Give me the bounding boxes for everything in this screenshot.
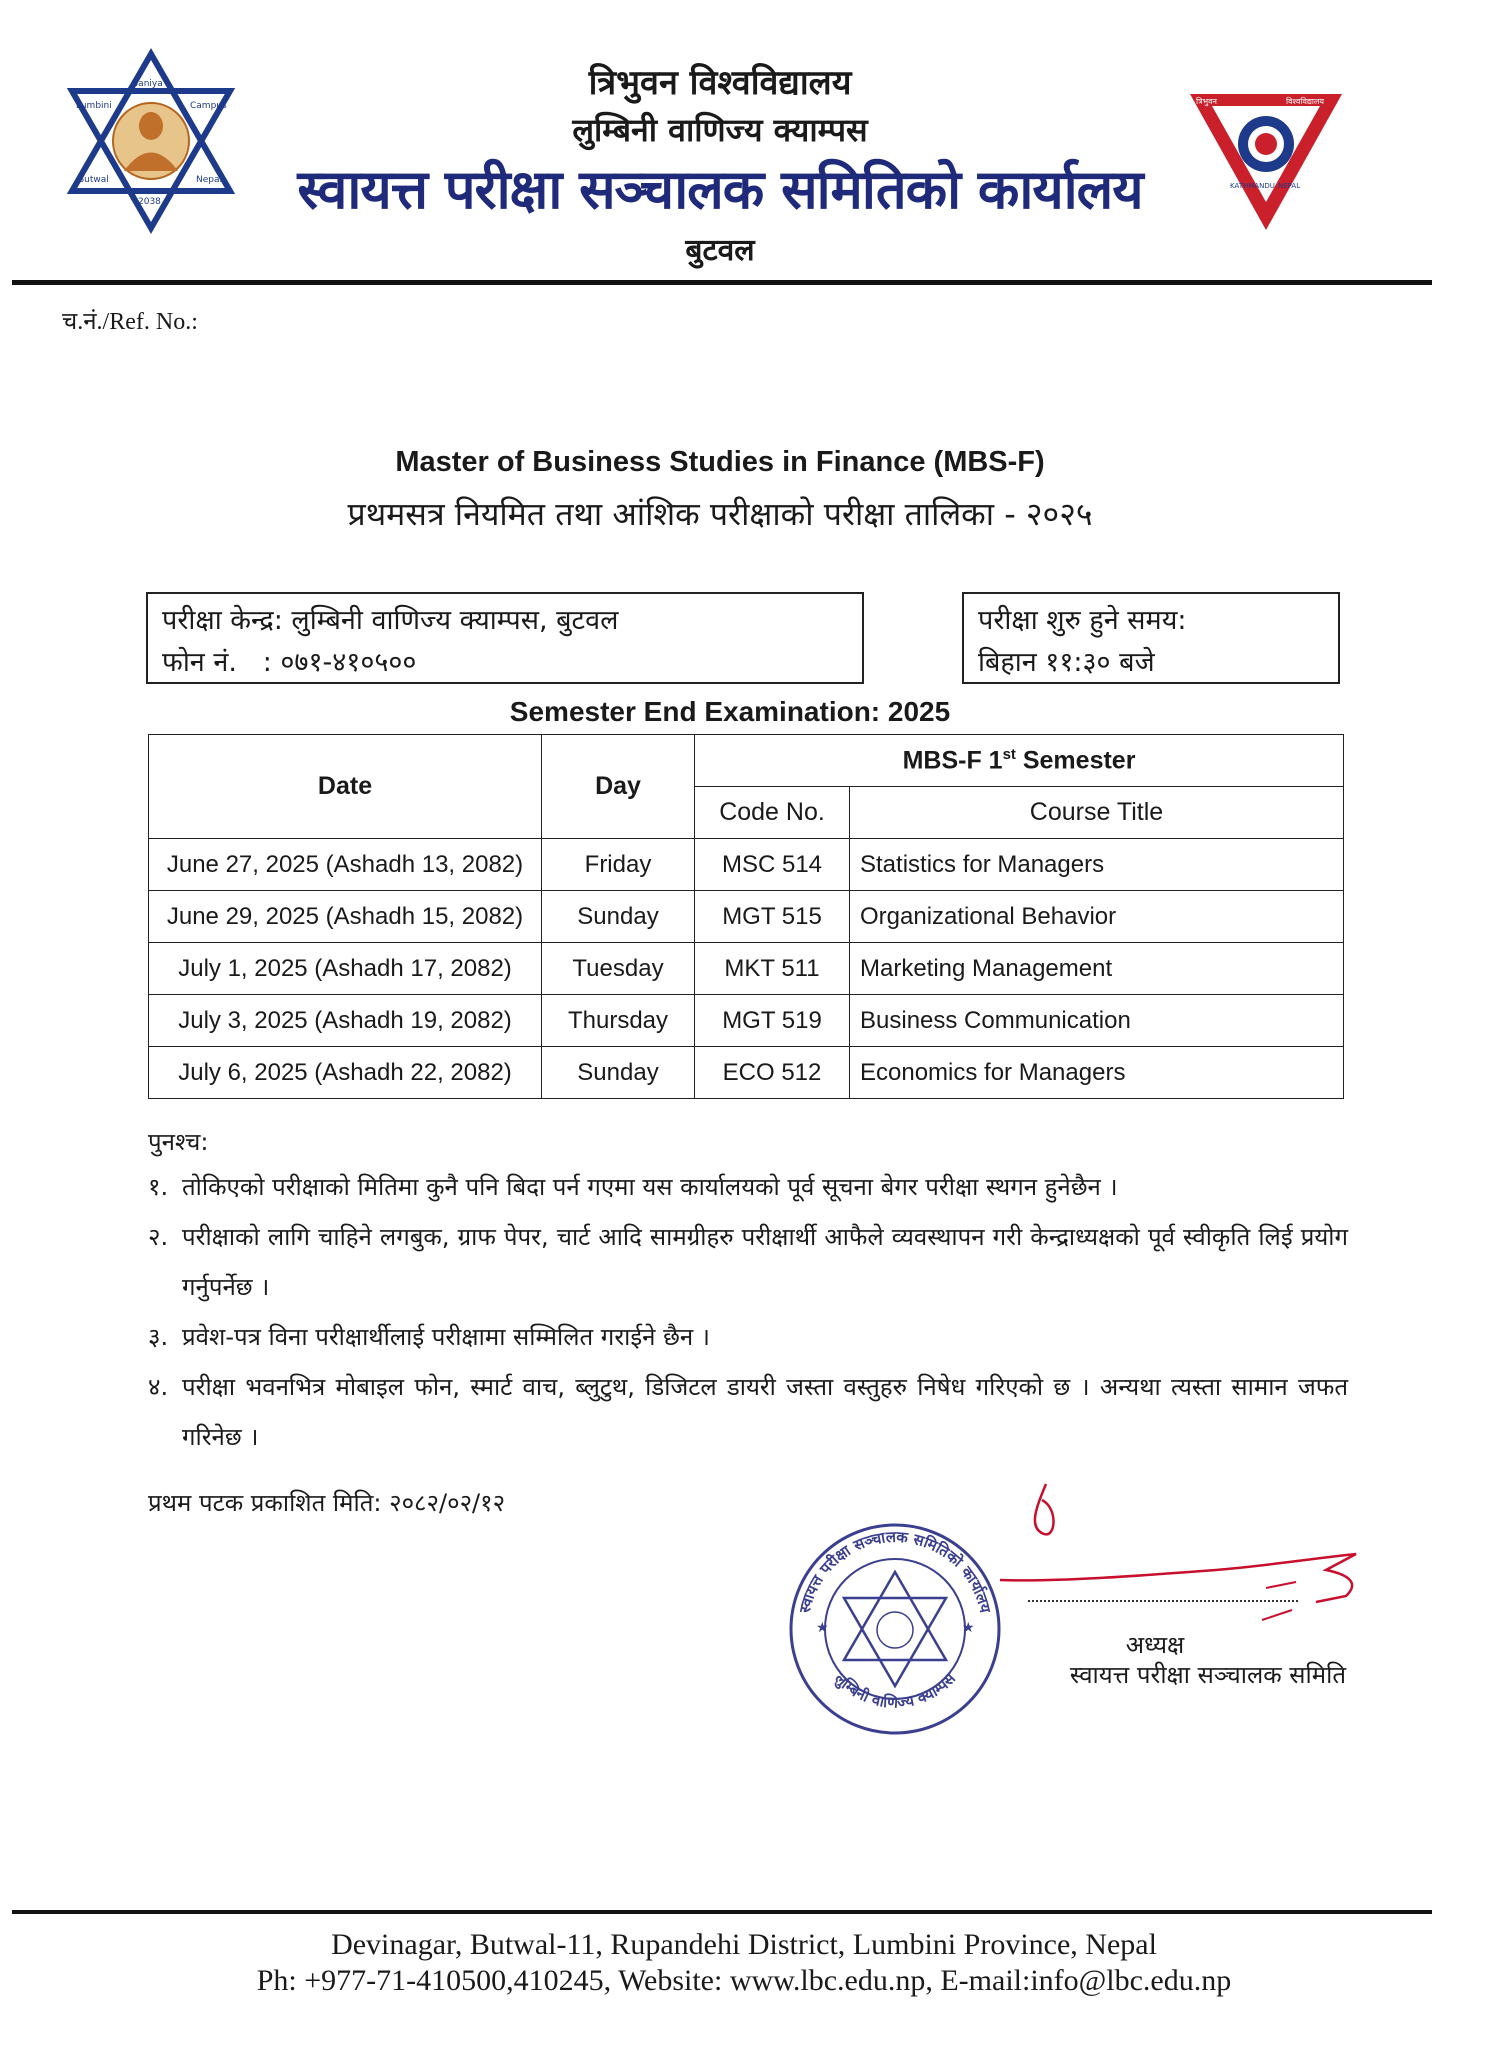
phone-line: फोन नं. : ०७१-४१०५००	[162, 647, 417, 678]
exam-day: Sunday	[542, 1047, 695, 1099]
right-logo-top-right-text: विश्वविद्यालय	[1286, 97, 1325, 106]
exam-date: July 6, 2025 (Ashadh 22, 2082)	[149, 1047, 542, 1099]
note-number: ३.	[148, 1323, 169, 1351]
course-title: Statistics for Managers	[850, 839, 1344, 891]
header-semester-sup: st	[1002, 745, 1016, 763]
course-title: Business Communication	[850, 995, 1344, 1047]
course-title: Marketing Management	[850, 943, 1344, 995]
schedule-title-nepali: प्रथमसत्र नियमित तथा आंशिक परीक्षाको परीक्षा तालिका - २०२५	[347, 495, 1093, 533]
exam-time-box	[962, 592, 1340, 684]
notes-heading: पुनश्च:	[148, 1128, 209, 1156]
left-logo-top-text: Baniya	[132, 79, 163, 89]
right-logo-bottom-left-text: KATHMANDU	[1230, 182, 1275, 190]
exam-center-box	[146, 592, 864, 684]
exam-day: Sunday	[542, 891, 695, 943]
header-code: Code No.	[695, 787, 850, 839]
chairperson-signature	[996, 1478, 1396, 1638]
table-row	[149, 995, 1344, 1047]
course-code: MGT 515	[695, 891, 850, 943]
office-seal-stamp	[786, 1520, 1004, 1738]
seal-text-top: स्वायत्त परीक्षा सञ्चालक समितिको कार्यालय	[795, 1527, 995, 1615]
note-number: ४.	[148, 1373, 169, 1401]
reference-number-label: च.नं./Ref. No.:	[62, 309, 198, 335]
left-logo-right-text: Campus	[190, 101, 227, 111]
tribhuvan-university-logo	[1186, 88, 1346, 238]
exam-date: July 3, 2025 (Ashadh 19, 2082)	[149, 995, 542, 1047]
note-text: परीक्षा भवनभित्र मोबाइल फोन, स्मार्ट वाच, ब्लुटुथ, डिजिटल डायरी जस्ता वस्तुहरु निषेध गरिएको छ । अन्यथा त्यस्ता सामान जफत गरिनेछ ।	[182, 1373, 1348, 1451]
right-logo-bottom-right-text: NEPAL	[1278, 182, 1301, 190]
course-code: MSC 514	[695, 839, 850, 891]
left-logo-year: 2038	[138, 197, 161, 207]
course-code: ECO 512	[695, 1047, 850, 1099]
note-item	[148, 1212, 1348, 1312]
header-day: Day	[542, 735, 695, 839]
svg-text:★: ★	[962, 1620, 975, 1636]
note-number: २.	[148, 1223, 169, 1251]
note-text: परीक्षाको लागि चाहिने लगबुक, ग्राफ पेपर, चार्ट आदि सामग्रीहरु परीक्षार्थी आफैले व्यवस्थापन गरी केन्द्राध्यक्षको पूर्व स्वीकृति लिई प्रयोग गर्नुपर्नेछ ।	[182, 1223, 1348, 1301]
exam-date: June 27, 2025 (Ashadh 13, 2082)	[149, 839, 542, 891]
semester-exam-title: Semester End Examination: 2025	[509, 696, 951, 727]
exam-schedule-table	[148, 734, 1344, 1099]
footer-contact: Ph: +977-71-410500,410245, Website: www.lbc.edu.np, E-mail:info@lbc.edu.np	[256, 1964, 1232, 1997]
note-item	[148, 1312, 1348, 1362]
header-date: Date	[149, 735, 542, 839]
table-row	[149, 839, 1344, 891]
exam-time-label: परीक्षा शुरु हुने समय:	[978, 605, 1187, 636]
office-name: स्वायत्त परीक्षा सञ्चालक समितिको कार्यालय	[297, 158, 1143, 221]
published-date: प्रथम पटक प्रकाशित मिति: २०८२/०२/१२	[148, 1489, 506, 1517]
footer-divider	[12, 1910, 1432, 1914]
signatory-office: स्वायत्त परीक्षा सञ्चालक समिति	[1069, 1661, 1346, 1689]
exam-day: Tuesday	[542, 943, 695, 995]
exam-date: June 29, 2025 (Ashadh 15, 2082)	[149, 891, 542, 943]
left-logo-bottom-right-text: Nepal	[196, 175, 222, 185]
table-row	[149, 891, 1344, 943]
seal-text-bottom: लुम्बिनी वाणिज्य क्याम्पस	[831, 1669, 959, 1712]
header-semester-suffix: Semester	[1015, 746, 1136, 775]
signatory-role: अध्यक्ष	[1125, 1631, 1185, 1659]
note-text: तोकिएको परीक्षाको मितिमा कुनै पनि बिदा पर्न गएमा यस कार्यालयको पूर्व सूचना बेगर परीक्षा स्थगन हुनेछैन ।	[182, 1173, 1118, 1201]
note-text: प्रवेश-पत्र विना परीक्षार्थीलाई परीक्षामा सम्मिलित गराईने छैन ।	[182, 1323, 710, 1351]
header-semester-prefix: MBS-F 1	[902, 746, 1003, 775]
left-logo-bottom-left-text: Butwal	[78, 175, 109, 185]
footer-address: Devinagar, Butwal-11, Rupandehi District, Lumbini Province, Nepal	[331, 1928, 1157, 1961]
city-name: बुटवल	[685, 233, 755, 268]
exam-day: Thursday	[542, 995, 695, 1047]
svg-text:लुम्बिनी वाणिज्य क्याम्पस	[830, 1669, 960, 1712]
course-code: MGT 519	[695, 995, 850, 1047]
header-semester	[695, 735, 1344, 787]
course-title: Organizational Behavior	[850, 891, 1344, 943]
table-row	[149, 1047, 1344, 1099]
note-item	[148, 1362, 1348, 1462]
signature-dotted-line	[1028, 1600, 1298, 1602]
note-number: १.	[148, 1173, 169, 1201]
campus-name: लुम्बिनी वाणिज्य क्याम्पस	[572, 111, 868, 149]
course-code: MKT 511	[695, 943, 850, 995]
note-item	[148, 1162, 1348, 1212]
left-logo-left-text: Lumbini	[76, 101, 112, 111]
exam-date: July 1, 2025 (Ashadh 17, 2082)	[149, 943, 542, 995]
exam-time-value: बिहान ११:३० बजे	[978, 647, 1155, 678]
university-name: त्रिभुवन विश्वविद्यालय	[588, 63, 852, 103]
program-title: Master of Business Studies in Finance (MBS-F)	[395, 446, 1045, 478]
svg-text:★: ★	[816, 1620, 829, 1636]
right-logo-top-left-text: त्रिभुवन	[1196, 97, 1217, 106]
exam-day: Friday	[542, 839, 695, 891]
header-divider	[12, 280, 1432, 285]
table-row	[149, 943, 1344, 995]
header-course-title: Course Title	[850, 787, 1344, 839]
course-title: Economics for Managers	[850, 1047, 1344, 1099]
exam-center-line: परीक्षा केन्द्र: लुम्बिनी वाणिज्य क्याम्पस, बुटवल	[162, 605, 619, 636]
notes-section	[148, 1122, 1348, 1462]
